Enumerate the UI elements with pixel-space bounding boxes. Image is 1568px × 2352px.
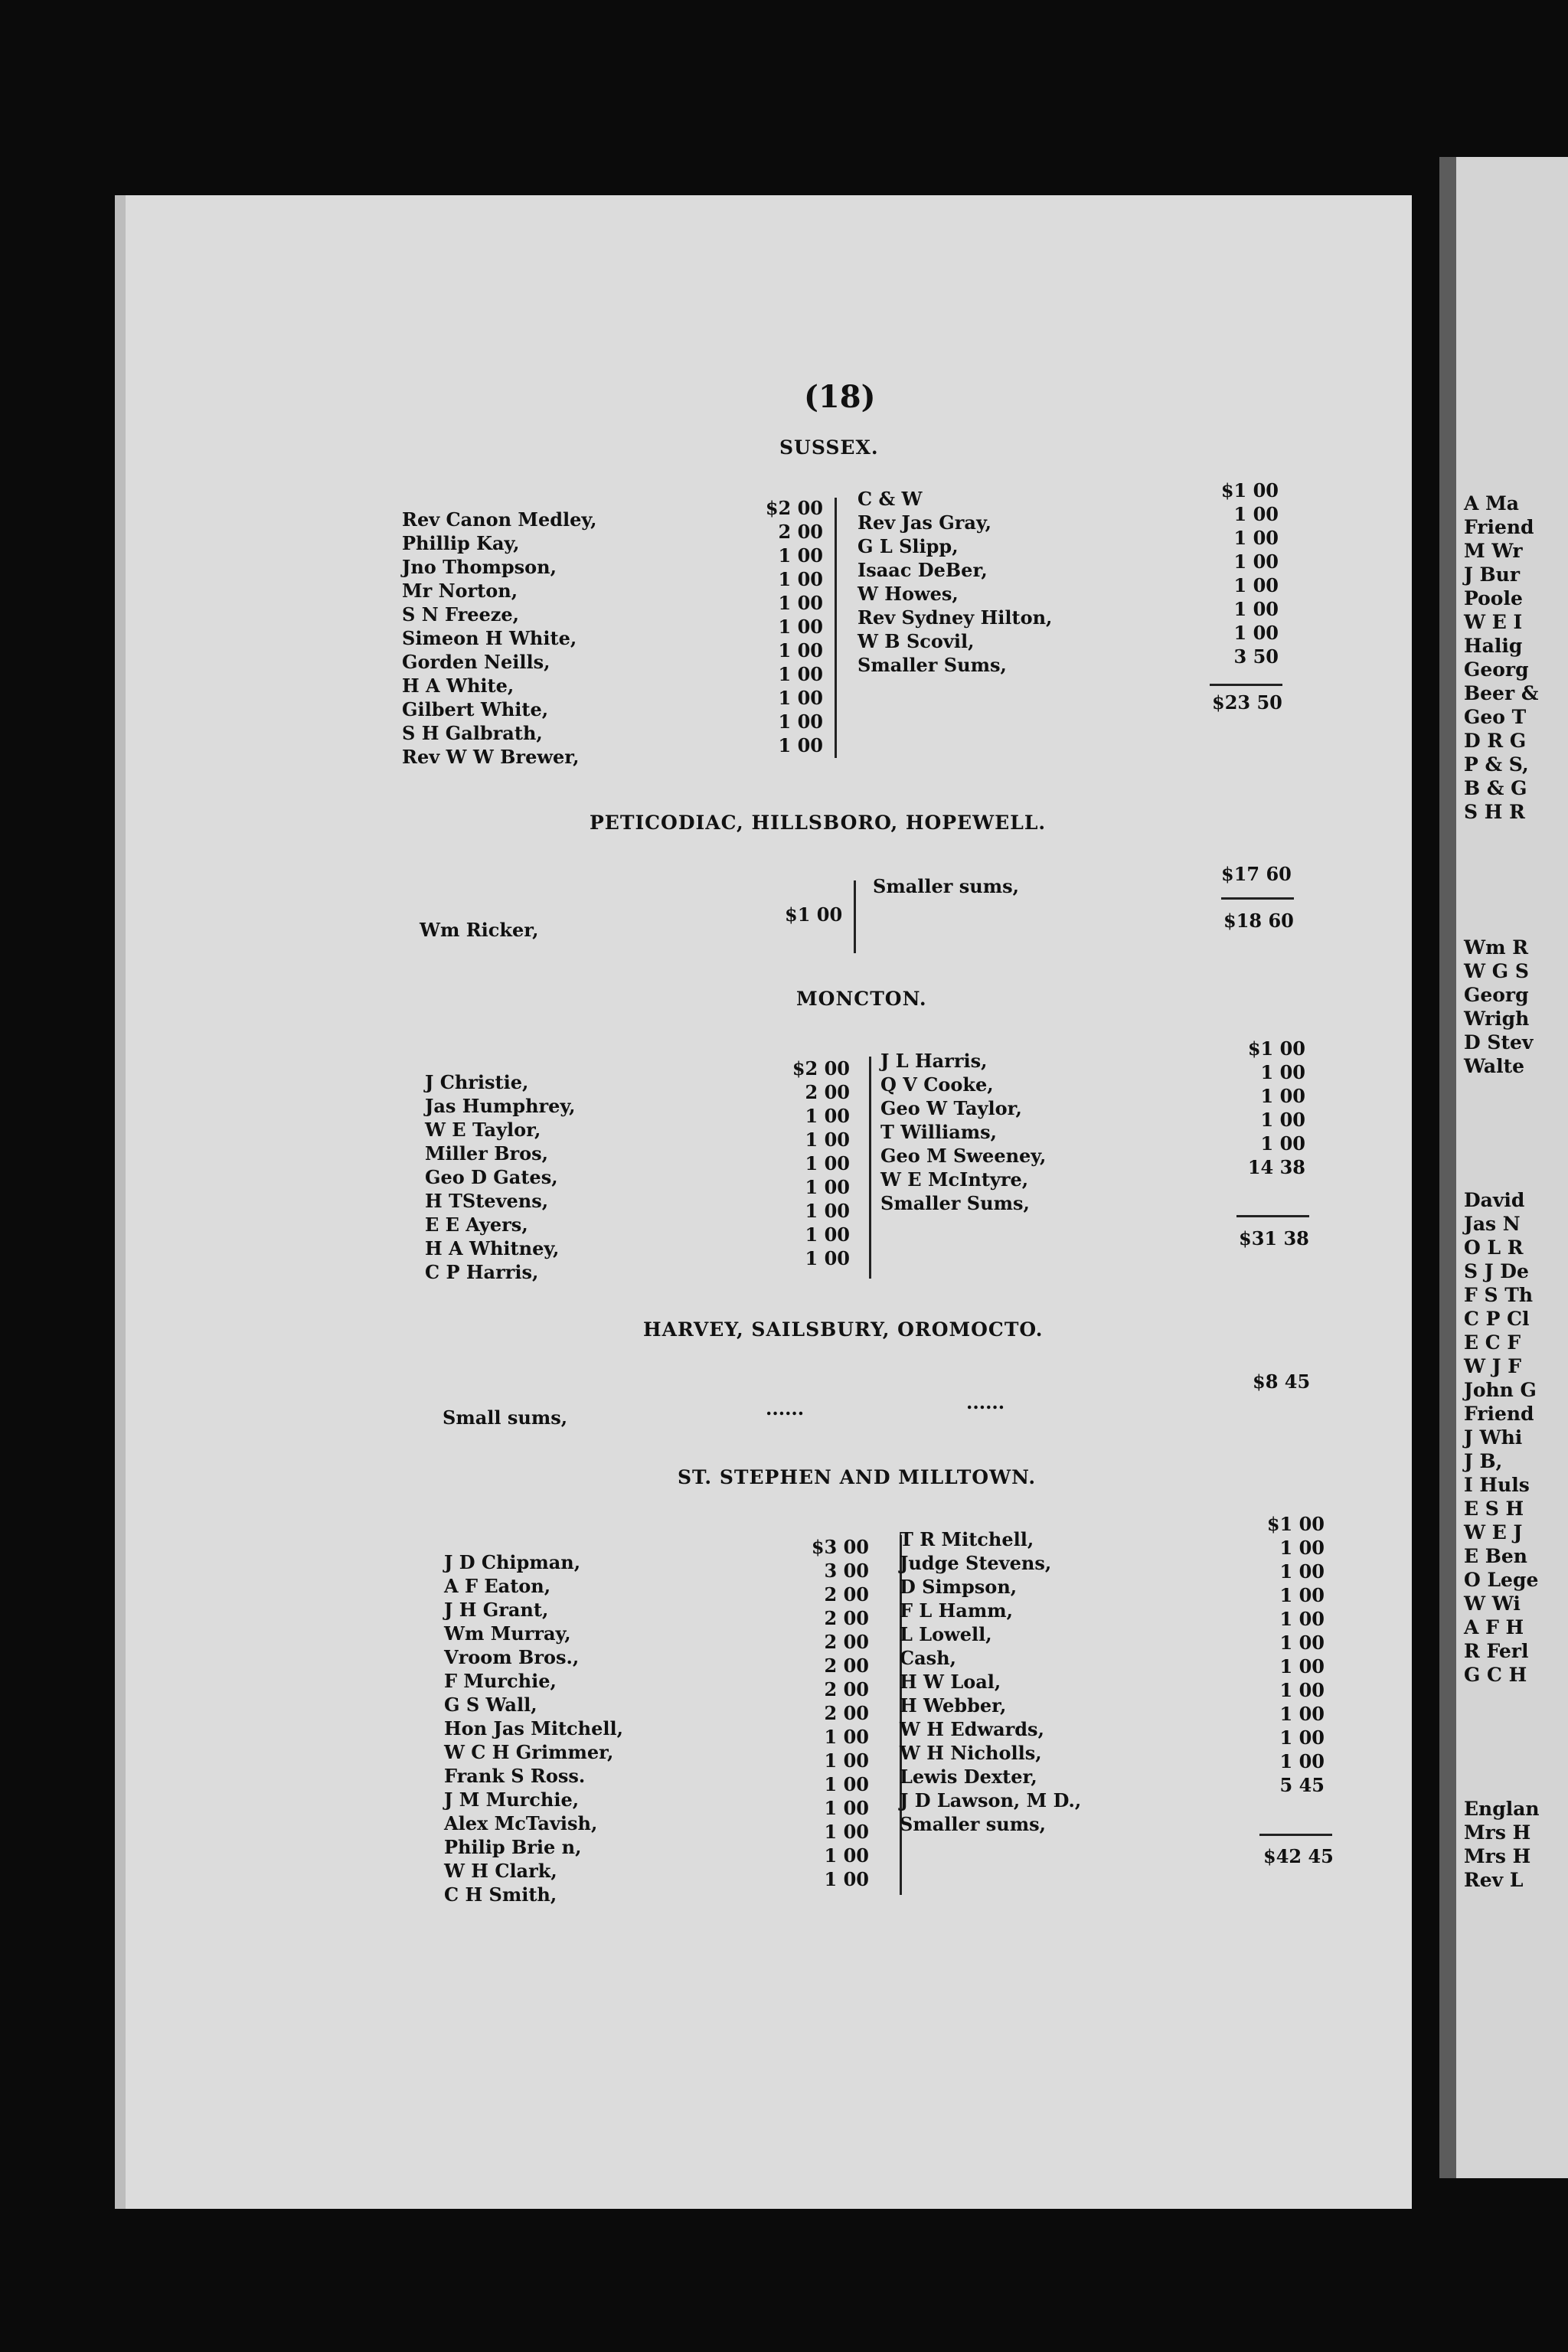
adjacent-page-fragment: S J De — [1464, 1260, 1529, 1282]
contributor-name: Mr Norton, — [402, 580, 518, 602]
adjacent-page-fragment: Wrigh — [1464, 1008, 1530, 1030]
contributor-name: Rev Jas Gray, — [858, 511, 991, 534]
contributor-name: W H Edwards, — [900, 1718, 1044, 1740]
harvey-dots-1: ...... — [766, 1397, 805, 1419]
contributor-name: H TStevens, — [425, 1190, 549, 1212]
adjacent-page-fragment: J Whi — [1464, 1426, 1523, 1449]
contribution-amount: 1 00 — [1279, 1703, 1325, 1725]
contribution-amount: 1 00 — [778, 568, 823, 590]
peticodiac-smaller-label: Smaller sums, — [873, 875, 1020, 897]
contributor-name: Lewis Dexter, — [900, 1766, 1037, 1788]
harvey-dots-2: ...... — [966, 1391, 1005, 1413]
contributor-name: Smaller sums, — [900, 1813, 1047, 1835]
contribution-amount: $1 00 — [1266, 1513, 1325, 1535]
contributor-name: Alex McTavish, — [444, 1812, 598, 1834]
contributor-name: Jno Thompson, — [402, 556, 557, 578]
sussex-amounts2 — [1210, 479, 1279, 668]
contribution-amount: 1 00 — [778, 639, 823, 662]
contribution-amount: $3 00 — [811, 1536, 869, 1558]
contributor-name: J Christie, — [425, 1071, 529, 1093]
peticodiac-name: Wm Ricker, — [420, 919, 539, 941]
adjacent-page-fragment: Englan — [1464, 1798, 1540, 1820]
contribution-amount: 1 00 — [1233, 503, 1279, 525]
contributor-name: J H Grant, — [444, 1599, 549, 1621]
adjacent-page-fragment: Poole — [1464, 587, 1523, 609]
contribution-amount: 1 00 — [778, 544, 823, 567]
contribution-amount: 2 00 — [824, 1655, 869, 1677]
adjacent-page-fragment: Walte — [1464, 1055, 1525, 1077]
adjacent-page-fragment: D Stev — [1464, 1031, 1534, 1054]
contributor-name: Rev Sydney Hilton, — [858, 606, 1053, 629]
contributor-name: Geo W Taylor, — [880, 1097, 1022, 1119]
contributor-name: Geo M Sweeney, — [880, 1145, 1047, 1167]
contributor-name: F Murchie, — [444, 1670, 557, 1692]
total-rule — [1210, 684, 1282, 686]
adjacent-page-fragment: John G — [1464, 1379, 1537, 1401]
contributor-name: F L Hamm, — [900, 1599, 1013, 1622]
moncton-amounts — [781, 1057, 850, 1270]
contributor-name: Smaller Sums, — [880, 1192, 1030, 1214]
moncton-amounts2 — [1236, 1037, 1305, 1179]
contributor-name: J D Lawson, M D., — [900, 1789, 1082, 1811]
adjacent-page-fragment: E Ben — [1464, 1545, 1527, 1567]
contributor-name: C P Harris, — [425, 1261, 539, 1283]
adjacent-page-fragment: O L R — [1464, 1236, 1524, 1259]
contribution-amount: 1 00 — [1233, 527, 1279, 549]
sussex-names — [402, 508, 596, 769]
adjacent-page-fragment: Georg — [1464, 658, 1529, 681]
contribution-amount: 1 00 — [1279, 1679, 1325, 1701]
adjacent-page-fragment: W G S — [1464, 960, 1529, 982]
contributor-name: W C H Grimmer, — [444, 1741, 614, 1763]
contributor-name: T Williams, — [880, 1121, 998, 1143]
contribution-amount: 1 00 — [824, 1844, 869, 1867]
adjacent-page-fragment: S H R — [1464, 801, 1525, 823]
adjacent-page-fragment: Jas N — [1464, 1213, 1521, 1235]
adjacent-page-fragment: W E J — [1464, 1521, 1523, 1544]
contributor-name: H A Whitney, — [425, 1237, 560, 1259]
adjacent-page-fragment: W J F — [1464, 1355, 1522, 1377]
page-number: (18) — [804, 379, 876, 415]
contributor-name: Isaac DeBer, — [858, 559, 988, 581]
contributor-name: L Lowell, — [900, 1623, 992, 1645]
contribution-amount: 2 00 — [778, 521, 823, 543]
contributor-name: W E McIntyre, — [880, 1168, 1029, 1191]
contribution-amount: 1 00 — [1260, 1132, 1305, 1155]
contribution-amount: 1 00 — [824, 1726, 869, 1748]
column-rule — [854, 880, 856, 953]
contributor-name: W E Taylor, — [425, 1119, 541, 1141]
contribution-amount: 1 00 — [805, 1176, 850, 1198]
contribution-amount: 1 00 — [1279, 1560, 1325, 1583]
adjacent-page-fragment: E S H — [1464, 1498, 1524, 1520]
contributor-name: Rev W W Brewer, — [402, 746, 580, 768]
adjacent-page-fragment: Halig — [1464, 635, 1523, 657]
moncton-names2 — [880, 1049, 1046, 1215]
contribution-amount: 1 00 — [1279, 1750, 1325, 1772]
contributor-name: W H Clark, — [444, 1860, 557, 1882]
contributor-name: A F Eaton, — [444, 1575, 551, 1597]
column-rule — [835, 498, 837, 758]
contribution-amount: 2 00 — [824, 1678, 869, 1700]
contribution-amount: 1 00 — [805, 1152, 850, 1174]
adjacent-page-fragment: W E I — [1464, 611, 1523, 633]
moncton-total: $31 38 — [1239, 1227, 1309, 1250]
contributor-name: E E Ayers, — [425, 1214, 528, 1236]
contributor-name: Jas Humphrey, — [425, 1095, 576, 1117]
sussex-amounts — [754, 496, 823, 757]
contributor-name: Cash, — [900, 1647, 956, 1669]
contribution-amount: 1 00 — [778, 710, 823, 733]
contribution-amount: 1 00 — [805, 1223, 850, 1246]
contribution-amount: 1 00 — [805, 1129, 850, 1151]
contribution-amount: 14 38 — [1247, 1156, 1305, 1178]
contributor-name: Frank S Ross. — [444, 1765, 586, 1787]
contribution-amount: 1 00 — [1233, 622, 1279, 644]
total-rule — [1236, 1215, 1309, 1217]
adjacent-page-fragment: A F H — [1464, 1616, 1524, 1638]
adjacent-page-fragment: J B, — [1464, 1450, 1503, 1472]
contribution-amount: 1 00 — [1279, 1608, 1325, 1630]
adjacent-page-fragment: Geo T — [1464, 706, 1527, 728]
contribution-amount: 1 00 — [1233, 574, 1279, 596]
contributor-name: C & W — [858, 488, 923, 510]
contributor-name: Wm Murray, — [444, 1622, 571, 1645]
contributor-name: Rev Canon Medley, — [402, 508, 597, 531]
contributor-name: J D Chipman, — [444, 1551, 581, 1573]
adjacent-page-fragment: Friend — [1464, 516, 1534, 538]
adjacent-page-fragment: Friend — [1464, 1403, 1534, 1425]
contributor-name: C H Smith, — [444, 1883, 557, 1906]
contribution-amount: 1 00 — [778, 734, 823, 756]
contribution-amount: 1 00 — [1279, 1655, 1325, 1677]
contribution-amount: 2 00 — [824, 1583, 869, 1606]
section-heading-sussex: SUSSEX. — [779, 436, 879, 459]
contribution-amount: 1 00 — [1279, 1537, 1325, 1559]
contribution-amount: 1 00 — [778, 663, 823, 685]
adjacent-page-fragment: C P Cl — [1464, 1308, 1530, 1330]
contribution-amount: 3 50 — [1233, 645, 1279, 668]
adjacent-page-fragment: J Bur — [1464, 564, 1521, 586]
ststephen-total: $42 45 — [1263, 1845, 1334, 1867]
peticodiac-total: $18 60 — [1223, 910, 1294, 932]
contributor-name: Judge Stevens, — [900, 1552, 1052, 1574]
moncton-names — [425, 1070, 575, 1284]
contribution-amount: 1 00 — [1233, 550, 1279, 573]
contributor-name: W B Scovil, — [858, 630, 975, 652]
contribution-amount: 1 00 — [1279, 1584, 1325, 1606]
contribution-amount: 2 00 — [805, 1081, 850, 1103]
contributor-name: Miller Bros, — [425, 1142, 548, 1165]
ststephen-names — [444, 1550, 623, 1906]
contributor-name: Hon Jas Mitchell, — [444, 1717, 623, 1740]
adjacent-page-fragment: W Wi — [1464, 1592, 1521, 1615]
section-heading-peticodiac: PETICODIAC, HILLSBORO, HOPEWELL. — [590, 812, 1047, 834]
contributor-name: W Howes, — [858, 583, 959, 605]
adjacent-page — [1439, 157, 1568, 2178]
contributor-name: Vroom Bros., — [444, 1646, 580, 1668]
sussex-names2 — [858, 487, 1052, 677]
contribution-amount: 1 00 — [1279, 1632, 1325, 1654]
peticodiac-amount: $1 00 — [785, 903, 843, 926]
contributor-name: Geo D Gates, — [425, 1166, 558, 1188]
contribution-amount: 1 00 — [824, 1821, 869, 1843]
ststephen-amounts2 — [1256, 1512, 1325, 1797]
adjacent-page-fragment: F S Th — [1464, 1284, 1533, 1306]
contributor-name: S H Galbrath, — [402, 722, 543, 744]
adjacent-page-fragment: Wm R — [1464, 936, 1529, 959]
adjacent-page-fragment: R Ferl — [1464, 1640, 1529, 1662]
total-rule — [1259, 1834, 1332, 1836]
contribution-amount: $2 00 — [792, 1057, 850, 1080]
contribution-amount: 1 00 — [778, 592, 823, 614]
contribution-amount: 1 00 — [824, 1868, 869, 1890]
peticodiac-smaller-amount: $17 60 — [1221, 863, 1292, 885]
contributor-name: D Simpson, — [900, 1576, 1018, 1598]
contribution-amount: $2 00 — [765, 497, 823, 519]
contribution-amount: 2 00 — [824, 1702, 869, 1724]
ststephen-names2 — [900, 1527, 1081, 1836]
contributor-name: Smaller Sums, — [858, 654, 1007, 676]
adjacent-page-fragment: E C F — [1464, 1331, 1521, 1354]
adjacent-page-fragment: Georg — [1464, 984, 1529, 1006]
contributor-name: J L Harris, — [880, 1050, 988, 1072]
contributor-name: Q V Cooke, — [880, 1073, 994, 1096]
contribution-amount: 1 00 — [805, 1105, 850, 1127]
adjacent-page-fragment: David — [1464, 1189, 1525, 1211]
contributor-name: H A White, — [402, 675, 514, 697]
contribution-amount: $1 00 — [1247, 1037, 1305, 1060]
contributor-name: J M Murchie, — [444, 1788, 580, 1811]
column-rule — [869, 1057, 871, 1279]
adjacent-page-fragment: D R G — [1464, 730, 1527, 752]
contribution-amount: 1 00 — [1260, 1085, 1305, 1107]
sussex-total: $23 50 — [1212, 691, 1282, 714]
contributor-name: H Webber, — [900, 1694, 1007, 1717]
total-rule — [1221, 897, 1294, 900]
section-heading-harvey: HARVEY, SAILSBURY, OROMOCTO. — [643, 1318, 1044, 1341]
contribution-amount: 1 00 — [1260, 1061, 1305, 1083]
contribution-amount: 1 00 — [824, 1749, 869, 1772]
adjacent-page-fragment: Beer & — [1464, 682, 1539, 704]
adjacent-page-fragment: Mrs H — [1464, 1845, 1531, 1867]
adjacent-page-fragment: Rev L — [1464, 1869, 1524, 1891]
contributor-name: Simeon H White, — [402, 627, 577, 649]
section-heading-ststephen: ST. STEPHEN AND MILLTOWN. — [678, 1466, 1037, 1488]
harvey-amount: $8 45 — [1253, 1370, 1311, 1393]
contributor-name: Philip Brie n, — [444, 1836, 582, 1858]
adjacent-page-fragment: P & S, — [1464, 753, 1529, 776]
adjacent-page-fragment: O Lege — [1464, 1569, 1539, 1591]
adjacent-page-fragment: I Huls — [1464, 1474, 1530, 1496]
contribution-amount: 2 00 — [824, 1631, 869, 1653]
contributor-name: Gilbert White, — [402, 698, 549, 720]
contribution-amount: 1 00 — [778, 687, 823, 709]
adjacent-page-fragment: B & G — [1464, 777, 1527, 799]
contribution-amount: 5 45 — [1279, 1774, 1325, 1796]
contribution-amount: 1 00 — [805, 1247, 850, 1269]
contributor-name: W H Nicholls, — [900, 1742, 1042, 1764]
adjacent-page-fragment: Mrs H — [1464, 1821, 1531, 1844]
adjacent-page-fragment: G C H — [1464, 1664, 1527, 1686]
contribution-amount: 2 00 — [824, 1607, 869, 1629]
contributor-name: G L Slipp, — [858, 535, 959, 557]
harvey-label: Small sums, — [443, 1406, 568, 1429]
contribution-amount: 1 00 — [1279, 1726, 1325, 1749]
contribution-amount: 1 00 — [824, 1797, 869, 1819]
contributor-name: G S Wall, — [444, 1694, 537, 1716]
adjacent-page-fragment: M Wr — [1464, 540, 1523, 562]
contribution-amount: 1 00 — [824, 1773, 869, 1795]
section-heading-moncton: MONCTON. — [796, 988, 927, 1010]
contributor-name: T R Mitchell, — [900, 1528, 1034, 1550]
contribution-amount: 1 00 — [1233, 598, 1279, 620]
ststephen-amounts — [800, 1535, 869, 1891]
contribution-amount: $1 00 — [1220, 479, 1279, 501]
contributor-name: H W Loal, — [900, 1671, 1001, 1693]
contributor-name: S N Freeze, — [402, 603, 520, 626]
contribution-amount: 1 00 — [778, 616, 823, 638]
adjacent-page-fragment: A Ma — [1464, 492, 1519, 514]
contributor-name: Gorden Neills, — [402, 651, 550, 673]
contributor-name: Phillip Kay, — [402, 532, 520, 554]
contribution-amount: 3 00 — [824, 1560, 869, 1582]
contribution-amount: 1 00 — [1260, 1109, 1305, 1131]
contribution-amount: 1 00 — [805, 1200, 850, 1222]
